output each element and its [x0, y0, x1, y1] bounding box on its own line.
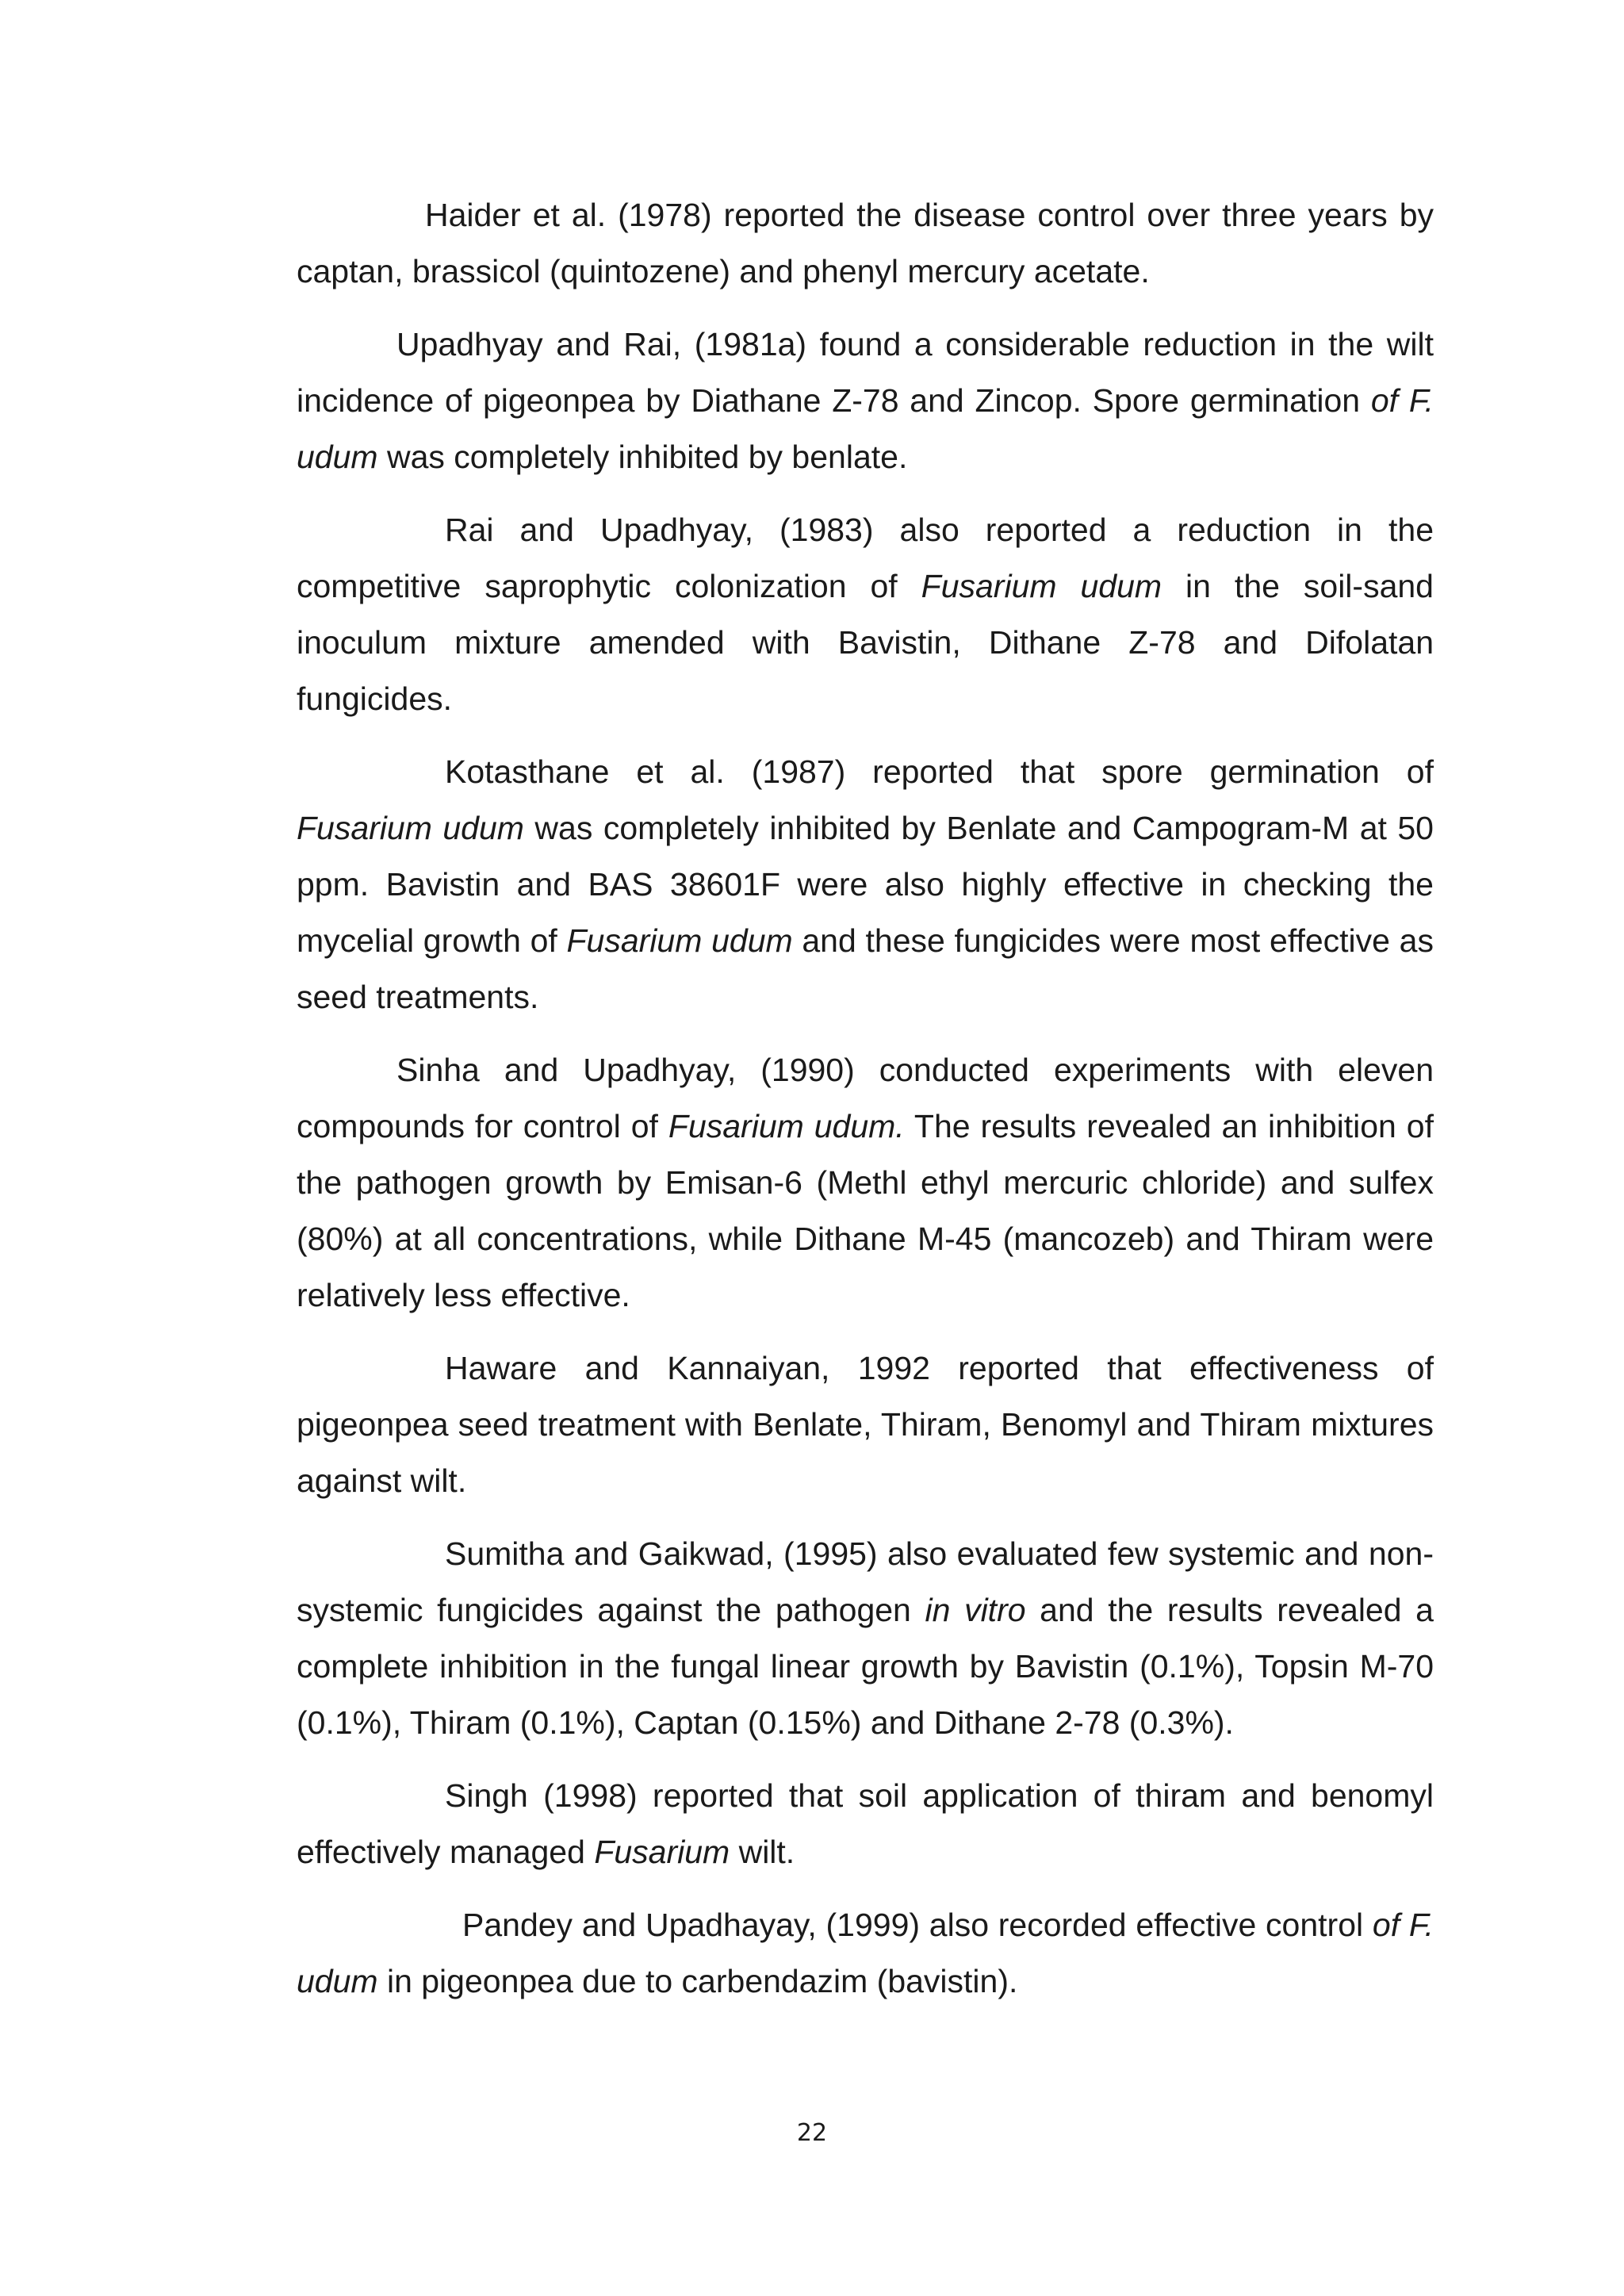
species-name-italic: Fusarium udum — [297, 810, 524, 846]
species-name-italic: Fusarium udum. — [668, 1108, 905, 1144]
species-name-italic: Fusarium udum — [566, 922, 793, 959]
paragraph-rai-upadhyay-1983 — [297, 502, 1434, 727]
text-run: Haider et al. (1978) reported the disease control over three years by captan, brassicol (quintozene) and phenyl mercury acetate. — [297, 197, 1434, 289]
species-name-italic: of F. udum — [297, 382, 1434, 475]
text-run: Kotasthane et al. (1987) reported that spore germination of — [445, 753, 1434, 790]
text-run: Upadhyay and Rai, (1981a) found a considerable reduction in the wilt incidence of pigeonpea by Diathane Z-78 and Zincop. Spore germination — [297, 326, 1434, 419]
text-run: in pigeonpea due to carbendazim (bavistin). — [377, 1963, 1018, 1999]
in-vitro-italic: in vitro — [925, 1592, 1026, 1628]
text-run: was completely inhibited by benlate. — [377, 439, 908, 475]
species-name-italic: of F. udum — [297, 1907, 1434, 1999]
paragraph-upadhyay-rai-1981a — [297, 316, 1434, 485]
paragraph-pandey-upadhayay-1999 — [297, 1897, 1434, 2010]
text-run: and these fungicides were most effective as seed treatments. — [297, 922, 1434, 1015]
paragraph-kotasthane-1987 — [297, 744, 1434, 1025]
paragraph-sinha-upadhyay-1990 — [297, 1042, 1434, 1324]
text-run: Sumitha and Gaikwad, (1995) also evaluated few systemic and non-systemic fungicides against the pathogen — [297, 1535, 1434, 1628]
text-run: was completely inhibited by Benlate and Campogram-M at 50 ppm. Bavistin and BAS 38601F were also highly effective in checking the mycelial growth of — [297, 810, 1434, 959]
text-run: and the results revealed a complete inhibition in the fungal linear growth by Bavistin (0.1%), Topsin M-70 (0.1%), Thiram (0.1%), Captan (0.15%) and Dithane 2-78 (0.3%). — [297, 1592, 1434, 1741]
text-run: The results revealed an inhibition of the pathogen growth by Emisan-6 (Methl ethyl mercuric chloride) and sulfex (80%) at all concentrations, while Dithane M-45 (mancozeb) and Thiram were relatively less effective. — [297, 1108, 1434, 1313]
text-run: Singh (1998) reported that soil application of thiram and benomyl effectively managed — [297, 1777, 1434, 1870]
paragraph-singh-1998 — [297, 1768, 1434, 1880]
text-run: Haware and Kannaiyan, 1992 reported that effectiveness of pigeonpea seed treatment with Benlate, Thiram, Benomyl and Thiram mixtures against wilt. — [297, 1350, 1434, 1499]
body-text — [297, 187, 1434, 2026]
text-run: wilt. — [730, 1834, 795, 1870]
paragraph-haware-kannaiyan-1992 — [297, 1340, 1434, 1509]
text-run: Pandey and Upadhayay, (1999) also recorded effective control — [462, 1907, 1373, 1943]
paragraph-haider-1978 — [297, 187, 1434, 300]
species-name-italic: Fusarium udum — [921, 568, 1162, 604]
page-number: 22 — [796, 2119, 828, 2147]
species-name-italic: Fusarium — [594, 1834, 730, 1870]
paragraph-sumitha-gaikwad-1995 — [297, 1526, 1434, 1751]
text-run: Rai and Upadhyay, (1983) also reported a reduction in the competitive saprophytic colonization of — [297, 512, 1434, 604]
text-run: in the soil-sand inoculum mixture amended with Bavistin, Dithane Z-78 and Difolatan fungicides. — [297, 568, 1434, 717]
text-run: Sinha and Upadhyay, (1990) conducted experiments with eleven compounds for control of — [297, 1052, 1434, 1144]
